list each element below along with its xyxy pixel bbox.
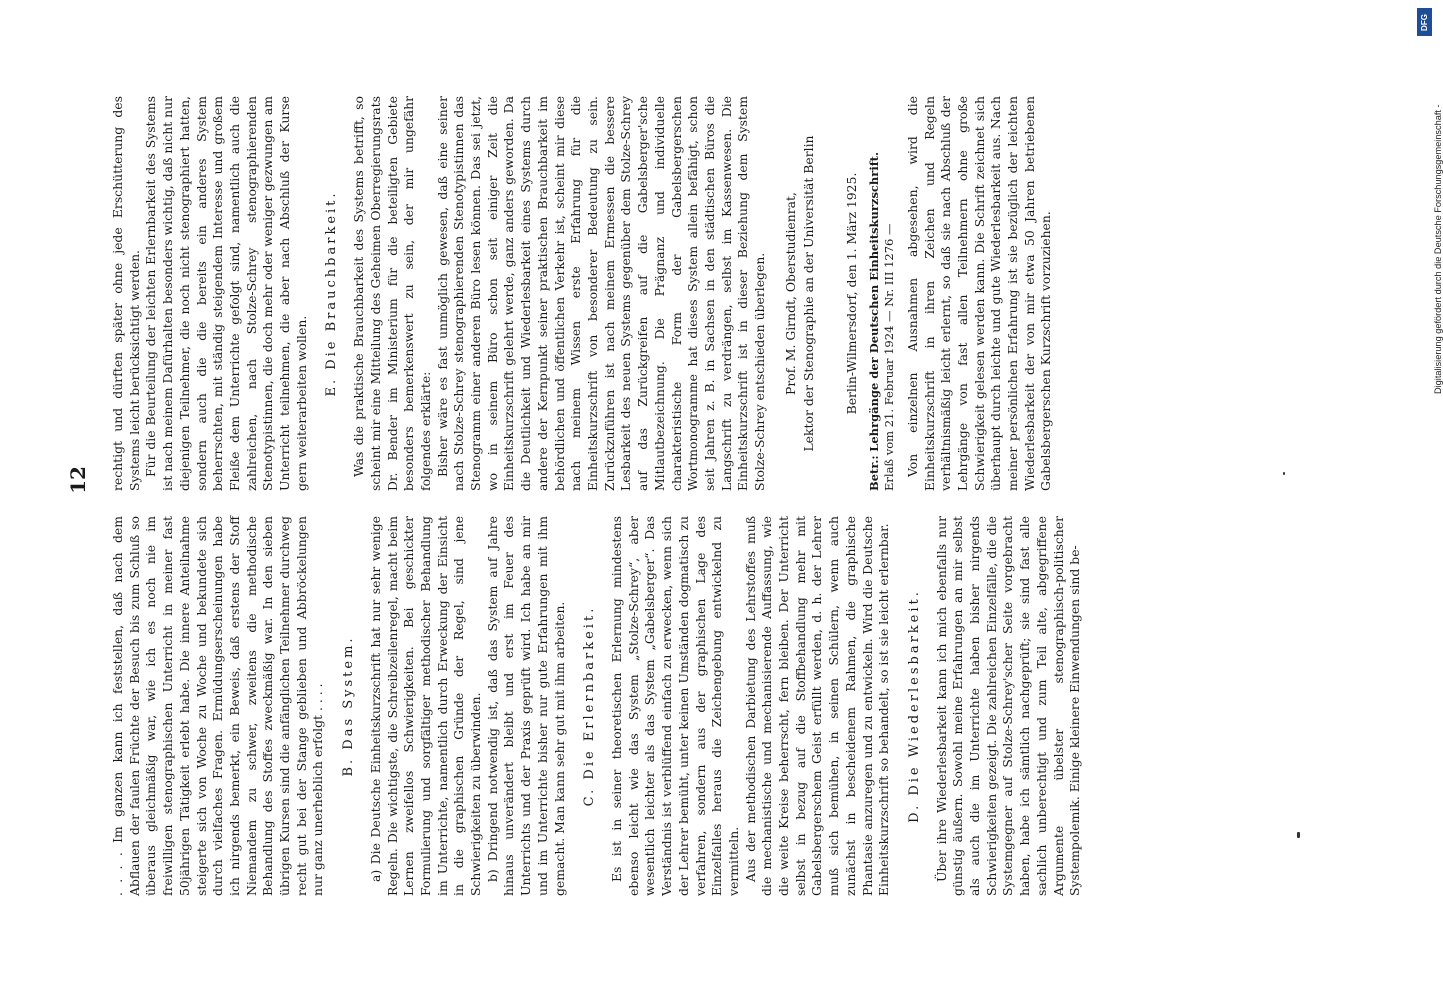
scan-speck (1297, 832, 1300, 838)
final-paragraph: Von einzelnen Ausnahmen abgesehen, wird die Einheitskurzschrift in ihren Zeichen und Regeln verhältnismäßig leicht erlernt, so daß sie nach Abschluß der Lehrgänge von fast allen Teilnehmern ohne große Schwierigkeit gelesen werden kann. Die Schrift zeichnet sich überhaupt durch leichte und gute Wiederlesbarkeit aus. Nach meiner persönlichen Erfahrung ist sie bezüglich der leichten Wiederlesbarkeit der von mir etwa 50 Jahren betriebenen Gabelsbergerschen Kurzschrift vorzuziehen. (904, 96, 1054, 491)
continuation-paragraph: rechtigt und dürften später ohne jede Erschütterung des Systems leicht berücksichtigt werden. (110, 96, 142, 491)
left-column (110, 516, 1084, 896)
section-d-paragraph: Über ihre Wiederlesbarkeit kann ich mich ebenfalls nur günstig äußern. Sowohl meine Erfahrungen an mir selbst als auch die im Unterrichte haben bisher nirgends Schwierigkeiten gezeigt. Die zahlreichen Einzelfälle, die die Systemgegner auf Stolze-Schrey'scher Seite vorgebracht haben, habe ich sämtlich nachgeprüft; sie sind fast alle sachlich unberechtigt und zum Teil alte, abgegriffene Argumente übelster stenographisch-politischer Systempolemik. Einige kleinere Einwendungen sind be- (933, 516, 1083, 896)
signature-title: Lektor der Stenographie an der Universität Berlin (801, 135, 817, 452)
section-b-paragraph-b: b) Dringend notwendig ist, daß das System auf Jahre hinaus unverändert bleibt und erst im Feuer des Unterrichts und der Praxis geprüft wird. Ich habe an mir und im Unterrichte bisher nur gute Erfahrungen mit ihm gemacht. Man kann sehr gut mit ihm arbeiten. (484, 516, 567, 896)
signature-block (783, 96, 818, 491)
document-page (66, 96, 1270, 896)
reference-decree: Erlaß vom 21. Februar 1924 — Nr. III 1276 — (881, 223, 896, 491)
reference-line (867, 96, 882, 491)
right-column (110, 96, 1055, 491)
section-e-paragraph-1: Was die praktische Brauchbarkeit des Systems betrifft, so scheint mir eine Mitteilung des Geheimen Oberregierungsrats Dr. Bender im Ministerium für die beteiligten Gebiete besonders bemerkenswert zu sein, der mir ungefähr folgendes erklärte: (351, 96, 433, 491)
section-b-heading: B. Das System. (341, 635, 357, 777)
section-d-heading: D. Die Wiederlesbarkeit. (906, 589, 922, 823)
reference-label: Betr.: (866, 455, 881, 491)
scan-speck (1283, 472, 1285, 475)
section-c-heading: C. Die Erlernbarkeit. (582, 605, 598, 807)
dfg-logo-icon: DFG (1417, 8, 1432, 36)
reference-subject: Lehrgänge der Deutschen Einheitskurzschrift. (866, 152, 881, 452)
right-paragraph-2: Für die Beurteilung der leichten Erlernbarkeit des Systems ist nach meinem Dafürhalten besonders wichtig, daß nicht nur diejenigen Teilnehmer, die noch nicht stenographiert hatten, sondern auch die die bereits ein anderes System beherrschten, mit ständig steigendem Interesse und großem Fleiße dem Unterrichte gefolgt sind, namentlich auch die zahlreichen, nach Stolze-Schrey stenographierenden Stenotypistinnen, die doch mehr oder weniger gezwungen am Unterricht teilnehmen, die aber nach Abschluß der Kurse gern weiterarbeiten wollen. (143, 96, 309, 491)
section-e-heading: E. Die Brauchbarkeit. (324, 190, 340, 397)
digitization-credit: Digitalisierung gefördert durch die Deutsche Forschungsgemeinschaft - (1433, 104, 1443, 394)
intro-paragraph: . . . . Im ganzen kann ich feststellen, daß nach dem Abflauen der faulen Früchte der Besuch bis zum Schluß so überaus gleichmäßig war, wie ich es noch nie im freiwilligen stenographischen Unterricht in meiner fast 50jährigen Tätigkeit erlebt habe. Die innere Anteilnahme steigerte sich von Woche zu Woche und bekundete sich durch vielfaches Fragen. Ermüdungserscheinungen habe ich nirgends bemerkt, ein Beweis, daß erstens der Stoff Niemandem zu schwer, zweitens die methodische Behandlung des Stoffes zweckmäßig war. In den sieben übrigen Kursen sind die anfänglichen Teilnehmer durchweg recht gut bei der Stange geblieben und Abbröckelungen nur ganz unerheblich erfolgt . . . . (110, 516, 326, 896)
section-b-paragraph-a: a) Die Deutsche Einheitskurzschrift hat nur sehr wenige Regeln. Die wichtigste, die Schreibzeilenregel, macht beim Lernen zweifellos Schwierigkeiten. Bei geschickter Formulierung und sorgfältiger methodischer Behandlung im Unterrichte, namentlich durch Erweckung der Einsicht in die graphischen Gründe der Regel, sind jene Schwierigkeiten zu überwinden. (367, 516, 484, 896)
page-number: 12 (66, 466, 90, 494)
section-c-paragraph-1: Es ist in seiner theoretischen Erlernung mindestens ebenso leicht wie das System „Stolze-Schrey“, aber wesentlich leichter als das System „Gabelsberger“. Das Verständnis ist verblüffend einfach zu erwecken, wenn sich der Lehrer bemüht, unter keinen Umständen dogmatisch zu verfahren, sondern aus der graphischen Lage des Einzelfalles heraus die Zeichengebung entwickelnd zu vermitteln. (608, 516, 741, 896)
signature-name: Prof. M. Girndt, Oberstudienrat, (782, 192, 798, 395)
section-e-paragraph-2: Bisher wäre es fast unmöglich gewesen, daß eine seiner nach Stolze-Schrey stenographierenden Stenotypistinnen das Stenogramm einer anderen Büro lesen können. Das sei jetzt, wo in seinem Büro schon seit einiger Zeit die Einheitskurzschrift gelehrt werde, ganz anders geworden. Da die Deutlichkeit und Wiederlesbarkeit eines Systems durch andere der Kernpunkt seiner praktischen Brauchbarkeit im behördlichen und öffentlichen Verkehr ist, scheint mir diese nach meinem Wissen erste Erfahrung für die Einheitskurzschrift von besonderer Bedeutung zu sein. Zurückzuführen ist nach meinem Ermessen die bessere Lesbarkeit des neuen Systems gegenüber dem Stolze-Schrey auf das Zurückgreifen auf die Gabelsberger'sche Mitlautbezeichnung. Die Prägnanz und individuelle charakteristische Form der Gabelsbergerschen Wortmonogramme hat dieses System allein befähigt, schon seit Jahren z. B. in Sachsen in den städtischen Büros die Langschrift zu verdrängen, selbst im Kassenwesen. Die Einheitskurzschrift ist in dieser Beziehung dem System Stolze-Schrey entschieden überlegen. (434, 96, 768, 491)
dateline: Berlin-Wilmersdorf, den 1. März 1925. (844, 172, 860, 415)
section-c-paragraph-2: Aus der methodischen Darbietung des Lehrstoffes muß die mechanistische und mechanisierende Auffassung, wie die weite Kreise beherrscht, fern bleiben. Der Unterricht selbst in bezug auf die Stoffbehandlung mehr mit Gabelsbergerschem Geist erfüllt werden, d. h. der Lehrer muß sich bemühen, in seinen Schülern, wenn auch zunächst in bescheidenem Rahmen, die graphische Phantasie anzuregen und zu entwickeln. Wird die Deutsche Einheitskurzschrift so behandelt, so ist sie leicht erlernbar. (742, 516, 892, 896)
